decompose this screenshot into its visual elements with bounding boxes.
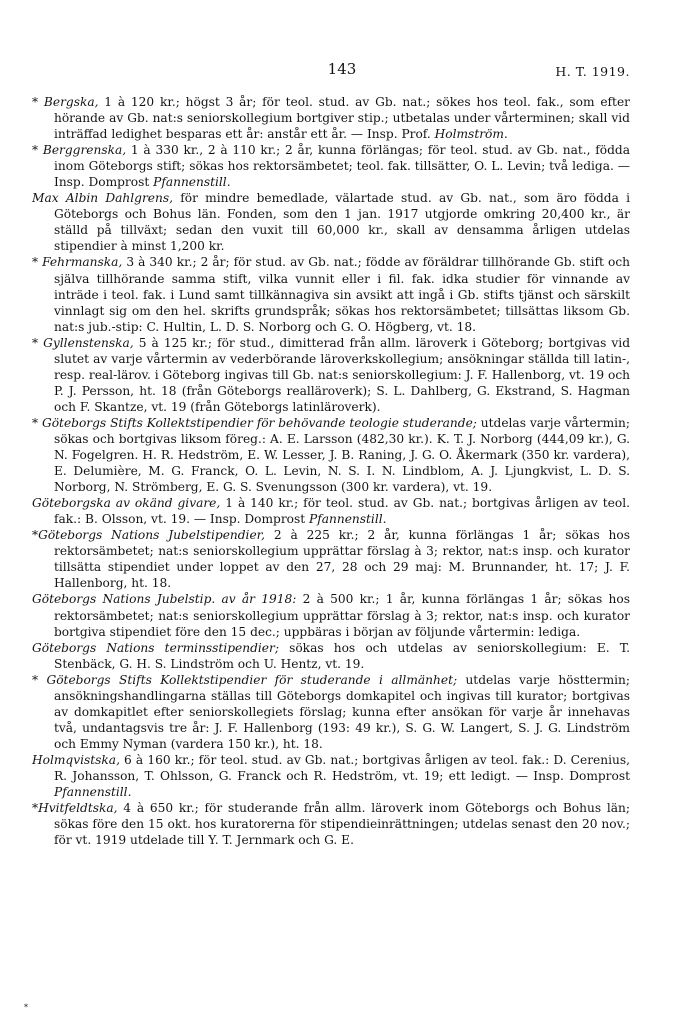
entry-text: 1 à 330 kr., 2 à 110 kr.; 2 år, kunna förlängas; för teol. stud. av Gb. nat., födda inom Göteborgs stift; sökas hos rektorsämbetet; teol. fak. tillsätter, O. L. Levin; två lediga. — Insp. Domprost [54, 143, 630, 190]
stipend-entry [32, 800, 630, 848]
entry-name: Göteborgska av okänd givare, [32, 496, 221, 511]
entry-name: Göteborgs Nations terminsstipendier; [32, 640, 279, 655]
stipend-entry [32, 94, 630, 142]
entry-text: 1 à 120 kr.; högst 3 år; för teol. stud. av Gb. nat.; sökes hos teol. fak., som efter hörande av Gb. nat:s seniorskollegium bortgiver stip.; utbetalas under vårterminen; skall vid inträffad ledighet besparas ett år: anstår ett år. — Insp. Prof. [54, 95, 630, 142]
entry-text: utdelas varje vårtermin; sökas och bortgivas liksom föreg.: A. E. Larsson (482,30 kr.). K. T. J. Norborg (444,09 kr.), G. N. Fogelgren. H. R. Hedström, E. W. Lesser, J. B. Raning, J. G. O. Åkermark (350 kr. vardera), E. Delumière, M. G. Franck, O. L. Levin, N. S. I. N. Lindblom, A. J. Ljungkvist, L. D. S. Norborg, N. Strömberg, E. G. S. Svenungsson (300 kr. vardera), vt. 19. [54, 415, 630, 495]
entry-text: 6 à 160 kr.; för teol. stud. av Gb. nat.; bortgivas årligen av teol. fak.: D. Cerenius, R. Johansson, T. Ohlsson, G. Franck och R. Hedström, vt. 19; ett ledigt. — Insp. Domprost [54, 752, 630, 783]
entry-text: 2 à 225 kr.; 2 år, kunna förlängas 1 år; sökas hos rektorsämbetet; nat:s seniorskollegium upprättar förslag à 3; rektor, nat:s insp. och kurator tillsätta stipendiet under loppet av den 27, 28 och 29 maj: M. Brunnander, ht. 17; J. F. Hallenborg, ht. 18. [54, 528, 630, 591]
entry-marker: * [32, 672, 47, 687]
entry-text: för mindre bemedlade, välartade stud. av Gb. nat., som äro födda i Göteborgs och Bohus län. Fonden, som den 1 jan. 1917 utgjorde omkring 20,400 kr., är ställd på tillväxt; sedan den vuxit till 60,000 kr., skall av densamma årligen utdelas stipendier à minst 1,200 kr. [54, 191, 630, 254]
stipend-entry [32, 335, 630, 415]
entry-name: Berggrenska, [42, 143, 127, 158]
entry-marker: * [32, 95, 44, 109]
running-head: H. T. 1919. [555, 64, 630, 79]
entry-name: Göteborgs Stifts Kollektstipendier för studerande i allmänhet; [46, 672, 458, 687]
entry-tail: Holmström. [434, 127, 508, 142]
stipend-entry [32, 672, 630, 752]
stipend-entry [32, 527, 630, 591]
entry-name: Max Albin Dahlgrens, [32, 191, 173, 206]
entry-text: 5 à 125 kr.; för stud., dimitterad från allm. läroverk i Göteborg; bortgivas vid slutet av varje vårtermin av vederbörande läroverkskollegium; ansökningar ställda till latin-, resp. real-lärov. i Göteborg ingivas till Gb. nat:s seniorskollegium: J. F. Hallenborg, vt. 19 och P. J. Persson, ht. 18 (från Göteborgs realläroverk); S. L. Dahlberg, G. Ekstrand, S. Hagman och F. Skantze, vt. 19 (från Göteborgs latinläroverk). [54, 335, 630, 414]
entry-name: Göteborgs Nations Jubelstip. av år 1918: [32, 592, 297, 607]
entry-name: Fehrmanska, [42, 255, 123, 270]
stipend-entry [32, 752, 630, 800]
entry-marker: * [32, 335, 44, 350]
entry-text: 2 à 500 kr.; 1 år, kunna förlängas 1 år; sökas hos rektorsämbetet; nat:s seniorskollegium upprättar förslag à 3; rektor, nat:s insp. och kurator bortgiva stipendiet före den 15 dec.; uppbäras i början av följunde vårtermin: lediga. [54, 592, 630, 639]
entry-name: Göteborgs Stifts Kollektstipendier för behövande teologie studerande; [41, 415, 477, 430]
stipend-entry [32, 190, 630, 254]
stipend-entry [32, 142, 630, 190]
stipend-entry [32, 495, 630, 527]
entry-text: utdelas varje hösttermin; ansökningshandlingarna ställas till Göteborgs domkapitel och ingivas till kurator; bortgivas av domkapitlet efter seniorskollegiets förslag; kunna efter ansökan för varje år innehavas två, undantagsvis tre år: J. F. Hallenborg (193: 49 kr.), S. G. W. Langert, S. J. G. Lindström och Emmy Nyman (vardera 150 kr.), ht. 18. [54, 672, 631, 751]
entry-name: Holmqvistska, [32, 752, 120, 767]
entry-tail: Pfannenstill. [153, 175, 231, 190]
stipend-entry [32, 415, 630, 495]
entry-name: Gyllenstenska, [43, 335, 134, 350]
entry-marker: * [32, 528, 39, 543]
entry-name: Göteborgs Nations Jubelstipendier, [38, 528, 266, 543]
stipend-entry [32, 591, 630, 639]
stipend-entry [32, 254, 630, 334]
entry-marker: * [32, 255, 43, 270]
stray-mark: * [24, 1003, 28, 1012]
page-number: 143 [327, 60, 357, 78]
stipend-entry [32, 640, 630, 672]
entry-tail: Pfannenstill. [54, 785, 132, 800]
entry-name: Hvitfeldtska, [38, 801, 118, 816]
entry-text: 1 à 140 kr.; för teol. stud. av Gb. nat.; bortgivas årligen av teol. fak.: B. Olsson, vt. 19. — Insp. Domprost [54, 496, 630, 527]
page-body [32, 94, 630, 848]
entry-marker: * [32, 415, 42, 430]
entry-text: sökas hos och utdelas av seniorskollegium: E. T. Stenbäck, G. H. S. Lindström och U. Hentz, vt. 19. [54, 640, 630, 671]
entry-marker: * [32, 801, 39, 816]
entry-name: Bergska, [43, 95, 99, 109]
entry-marker: * [32, 143, 43, 158]
entry-text: 3 à 340 kr.; 2 år; för stud. av Gb. nat.; födde av föräldrar tillhörande Gb. stift och själva tillhörande samma stift, vilka vunnit eller i fil. fak. idka studier för vinnande av inträde i teol. fak. i Lund samt tillkännagiva sin avsikt att ingå i Gb. stifts tjänst och särskilt vinnlagt sig om den hel. skrifts grundspråk; sökas hos rektorsämbetet; tillsättas liksom Gb. nat:s jub.-stip: C. Hultin, L. D. S. Norborg och G. O. Högberg, vt. 18. [54, 255, 631, 334]
entry-text: 4 à 650 kr.; för studerande från allm. läroverk inom Göteborgs och Bohus län; sökas före den 15 okt. hos kuratorerna för stipendieinrättningen; utdelas senast den 20 nov.; för vt. 1919 utdelade till Y. T. Jernmark och G. E. [54, 801, 630, 848]
entry-tail: Pfannenstill. [309, 512, 387, 527]
